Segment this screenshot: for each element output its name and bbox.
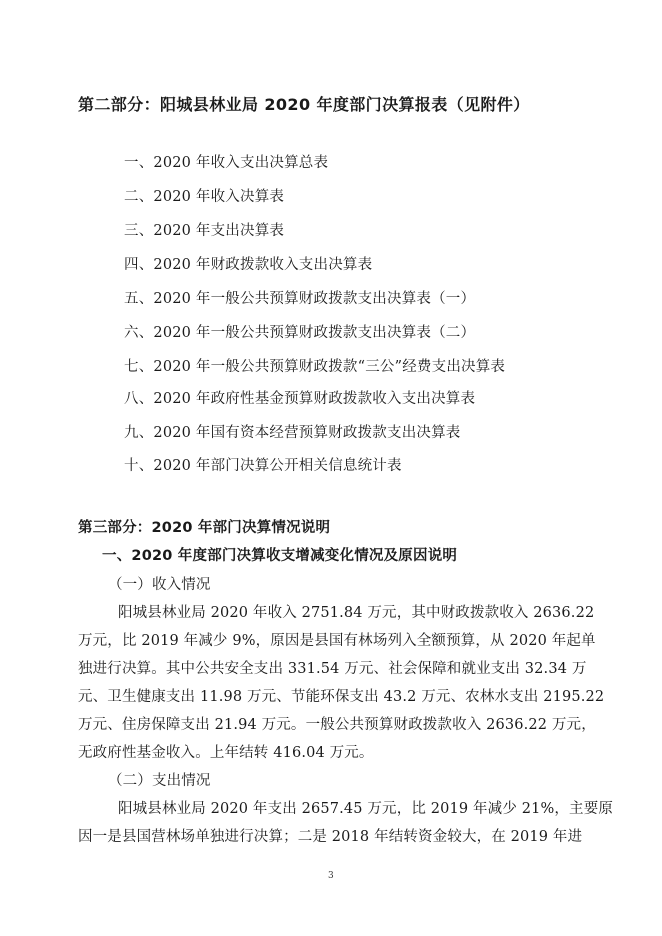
toc-item: 一、2020 年收入支出决算总表 (124, 155, 329, 171)
income-subheading: （一）收入情况 (108, 577, 211, 593)
part3-heading: 第三部分：2020 年部门决算情况说明 (78, 520, 331, 536)
paragraph-line: 阳城县林业局 2020 年支出 2657.45 万元，比 2019 年减少 21%，主要原 (118, 801, 614, 817)
toc-item: 四、2020 年财政拨款收入支出决算表 (124, 257, 373, 273)
paragraph-line: 万元，比 2019 年减少 9%，原因是县国有林场列入全额预算，从 2020 年起单 (78, 633, 596, 649)
paragraph-line: 独进行决算。其中公共安全支出 331.54 万元、社会保障和就业支出 32.34 万 (78, 661, 587, 677)
page-number: 3 (328, 871, 334, 881)
expense-subheading: （二）支出情况 (108, 773, 211, 789)
paragraph-line: 无政府性基金收入。上年结转 416.04 万元。 (78, 745, 374, 761)
toc-item: 二、2020 年收入决算表 (124, 189, 285, 205)
part2-heading: 第二部分：阳城县林业局 2020 年度部门决算报表（见附件） (78, 95, 530, 114)
toc-item: 六、2020 年一般公共预算财政拨款支出决算表（二） (124, 325, 476, 341)
section1-heading: 一、2020 年度部门决算收支增减变化情况及原因说明 (102, 548, 458, 564)
paragraph-line: 因一是县国营林场单独进行决算；二是 2018 年结转资金较大，在 2019 年进 (78, 829, 583, 845)
toc-item: 七、2020 年一般公共预算财政拨款“三公”经费支出决算表 (124, 359, 506, 375)
toc-item: 八、2020 年政府性基金预算财政拨款收入支出决算表 (124, 391, 476, 407)
toc-item: 九、2020 年国有资本经营预算财政拨款支出决算表 (124, 425, 461, 441)
toc-item: 三、2020 年支出决算表 (124, 223, 285, 239)
paragraph-line: 元、卫生健康支出 11.98 万元、节能环保支出 43.2 万元、农林水支出 2195.22 (78, 689, 605, 705)
toc-item: 五、2020 年一般公共预算财政拨款支出决算表（一） (124, 291, 476, 307)
paragraph-line: 万元、住房保障支出 21.94 万元。一般公共预算财政拨款收入 2636.22 万元， (78, 717, 596, 733)
toc-item: 十、2020 年部门决算公开相关信息统计表 (124, 458, 402, 474)
paragraph-line: 阳城县林业局 2020 年收入 2751.84 万元，其中财政拨款收入 2636.22 (118, 605, 595, 621)
